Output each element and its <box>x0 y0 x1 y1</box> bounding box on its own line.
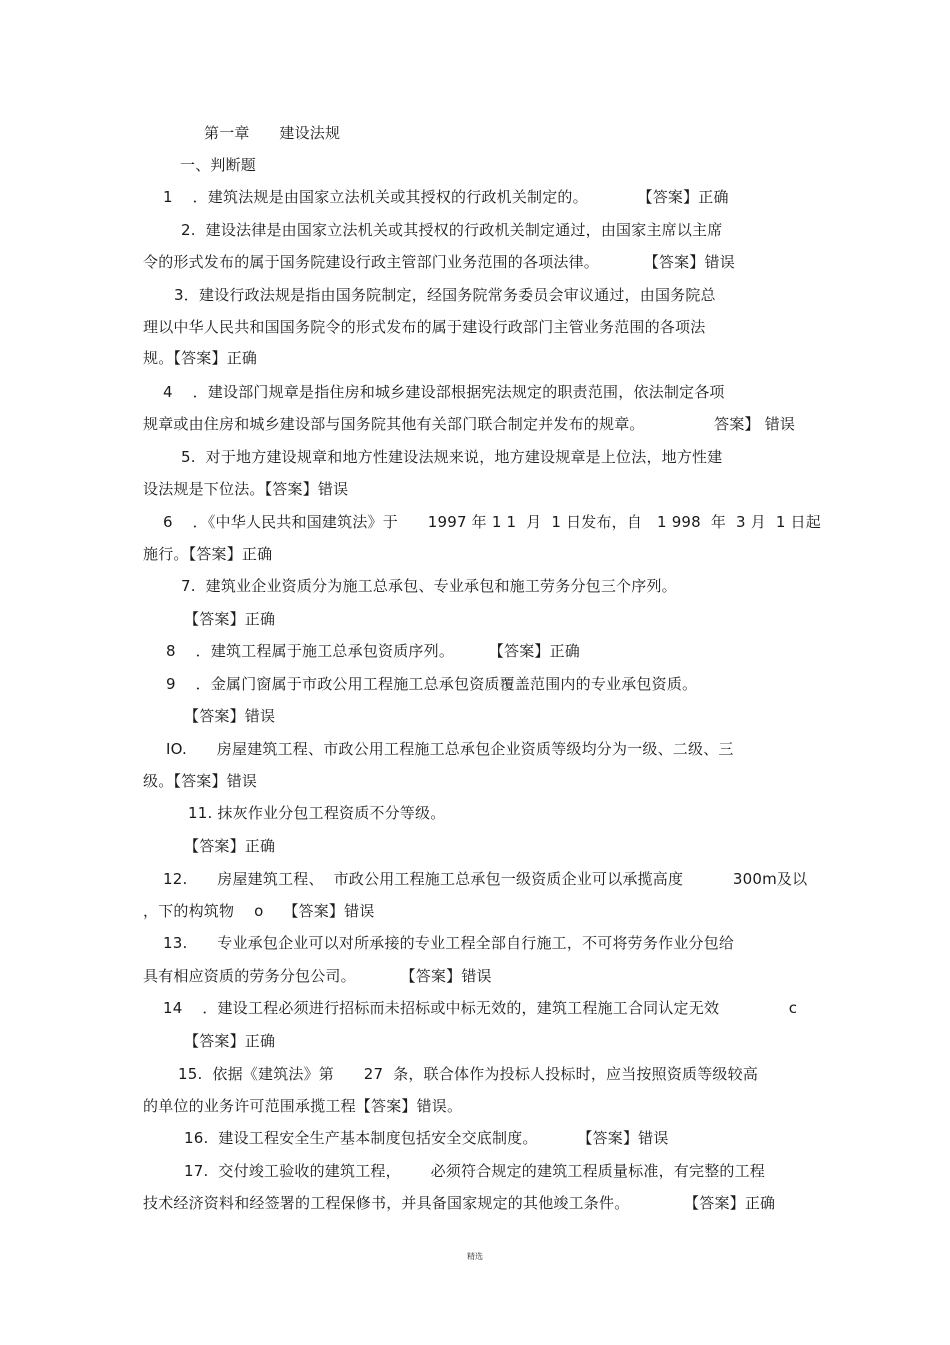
page-footer: 精选 <box>467 1252 483 1261</box>
question-15-line-2: 的单位的业务许可范围承揽工程【答案】错误。 <box>143 1097 463 1115</box>
chapter-title: 第一章 建设法规 <box>204 124 341 142</box>
question-9-line-1: 9 ．金属门窗属于市政公用工程施工总承包资质覆盖范围内的专业承包资质。 <box>166 675 698 693</box>
question-3-line-2: 理以中华人民共和国国务院令的形式发布的属于建设行政部门主管业务范围的各项法 <box>143 318 706 336</box>
question-12-line-2: ，下的构筑物 o 【答案】错误 <box>143 902 375 920</box>
question-8: 8 ．建筑工程属于施工总承包资质序列。 【答案】正确 <box>166 642 580 660</box>
question-12-line-1: 12. 房屋建筑工程、 市政公用工程施工总承包一级资质企业可以承揽高度 300m及以 <box>163 870 808 888</box>
question-16: 16. 建设工程安全生产基本制度包括安全交底制度。 【答案】错误 <box>184 1129 669 1147</box>
question-2-line-2: 令的形式发布的属于国务院建设行政主管部门业务范围的各项法律。 【答案】错误 <box>143 253 735 271</box>
question-13-line-2: 具有相应资质的劳务分包公司。 【答案】错误 <box>143 967 492 985</box>
question-17-line-1: 17. 交付竣工验收的建筑工程， 必须符合规定的建筑工程质量标准，有完整的工程 <box>184 1162 766 1180</box>
question-4-line-1: 4 ．建设部门规章是指住房和城乡建设部根据宪法规定的职责范围，依法制定各项 <box>163 383 725 401</box>
question-14-line-1: 14 ．建设工程必须进行招标而未招标或中标无效的，建筑工程施工合同认定无效 c <box>163 999 798 1017</box>
question-3-line-1: 3．建设行政法规是指由国务院制定，经国务院常务委员会审议通过，由国务院总 <box>174 286 716 304</box>
question-9-answer: 【答案】错误 <box>184 707 276 725</box>
question-11-answer: 【答案】正确 <box>184 837 276 855</box>
question-2-line-1: 2. 建设法律是由国家立法机关或其授权的行政机关制定通过，由国家主席以主席 <box>181 221 723 239</box>
question-5-line-2: 设法规是下位法。【答案】错误 <box>143 480 349 498</box>
question-4-line-2: 规章或由住房和城乡建设部与国务院其他有关部门联合制定并发布的规章。 答案】 错误 <box>143 415 796 433</box>
question-14-answer: 【答案】正确 <box>184 1032 276 1050</box>
question-7-line-1: 7. 建筑业企业资质分为施工总承包、专业承包和施工劳务分包三个序列。 <box>181 577 677 595</box>
question-5-line-1: 5. 对于地方建设规章和地方性建设法规来说，地方建设规章是上位法，地方性建 <box>181 448 723 466</box>
question-10-line-2: 级。【答案】错误 <box>143 772 258 790</box>
question-6-line-1: 6 ．《中华人民共和国建筑法》于 1997 年 1 1 月 1 日发布，自 1 998 年 3 月 1 日起 <box>163 513 821 531</box>
question-7-answer: 【答案】正确 <box>184 610 276 628</box>
section-title: 一、判断题 <box>180 156 257 174</box>
question-13-line-1: 13. 专业承包企业可以对所承接的专业工程全部自行施工，不可将劳务作业分包给 <box>163 934 735 952</box>
question-15-line-1: 15. 依据《建筑法》第 27 条，联合体作为投标人投标时，应当按照资质等级较高 <box>178 1065 759 1083</box>
question-17-line-2: 技术经济资料和经签署的工程保修书，并具备国家规定的其他竣工条件。 【答案】正确 <box>143 1194 776 1212</box>
question-6-line-2: 施行。【答案】正确 <box>143 545 273 563</box>
question-1: 1 ．建筑法规是由国家立法机关或其授权的行政机关制定的。 【答案】正确 <box>163 188 729 206</box>
question-11-line-1: 11. 抹灰作业分包工程资质不分等级。 <box>188 804 446 822</box>
question-10-line-1: IO. 房屋建筑工程、市政公用工程施工总承包企业资质等级均分为一级、二级、三 <box>166 740 734 758</box>
question-3-line-3: 规。【答案】正确 <box>143 349 258 367</box>
